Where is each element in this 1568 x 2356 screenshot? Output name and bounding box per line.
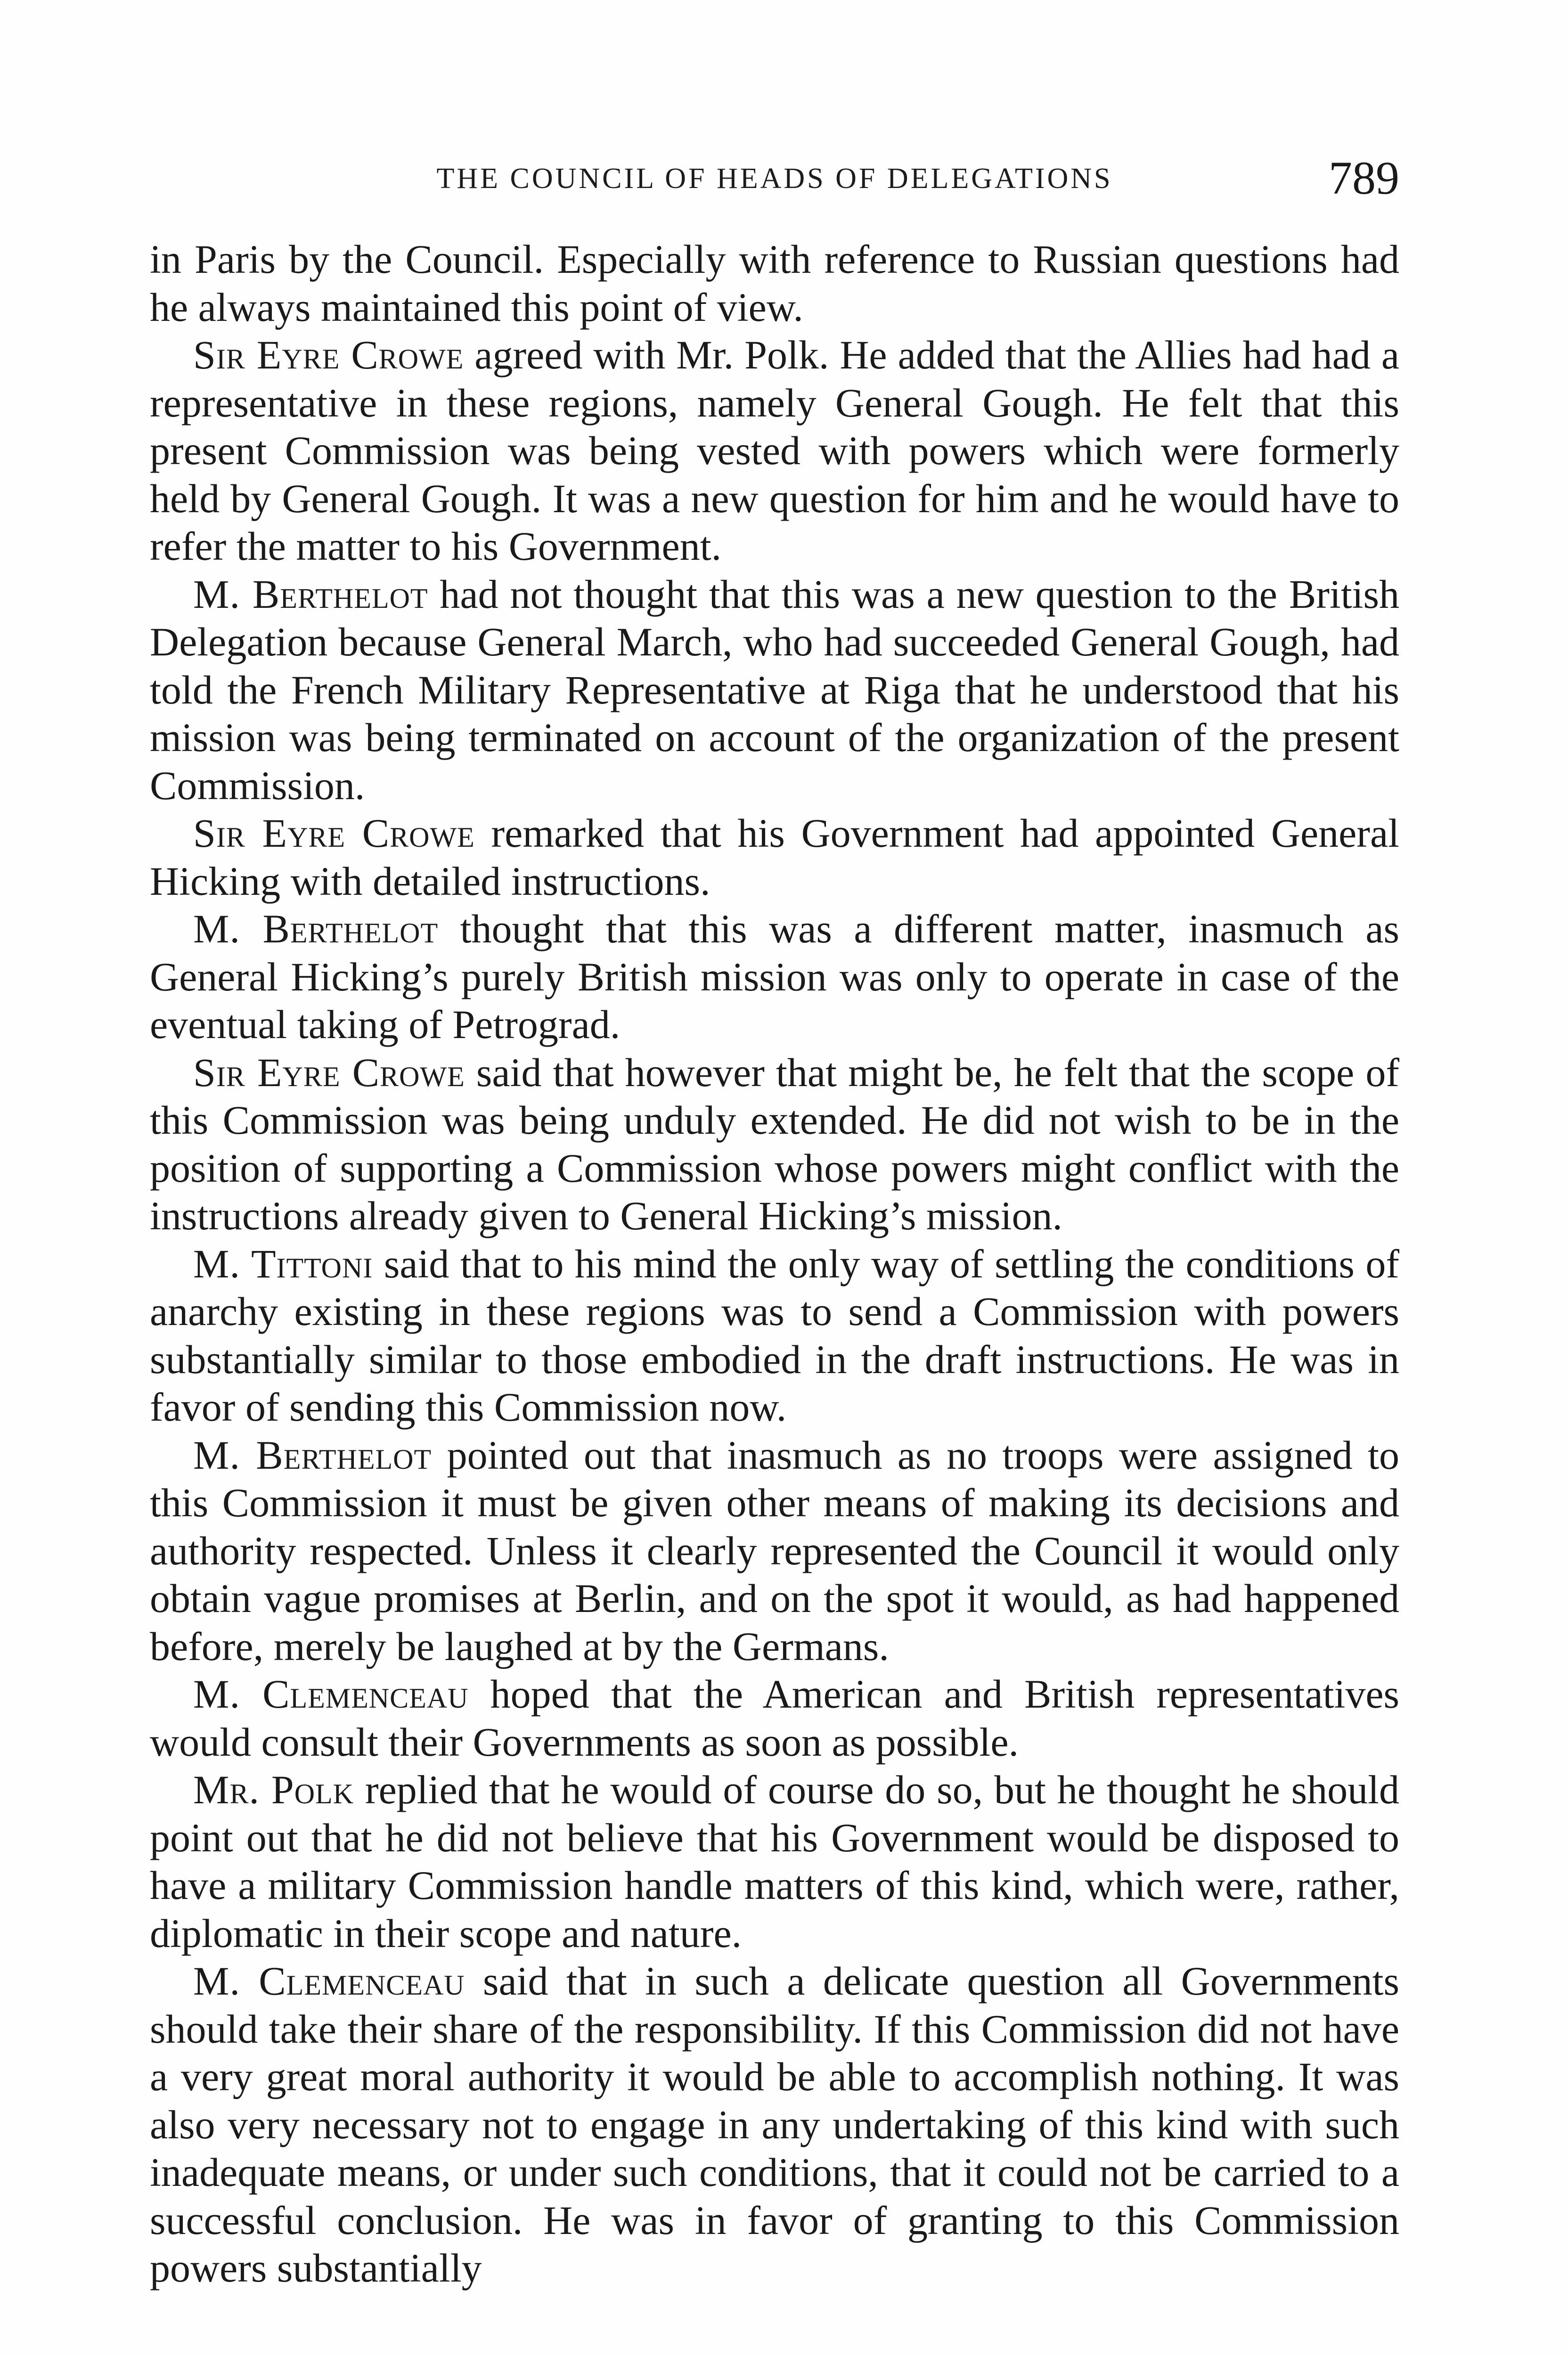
paragraph-text: replied that he would of course do so, but he thought he should point out that he did not believe that his Government would be disposed to have a military Commission handle matters of this kind, which were, rather, diplomatic in their scope and nature. (150, 1767, 1399, 1956)
paragraph-text: thought that this was a different matter, inasmuch as General Hicking’s purely British mission was only to operate in case of the eventual taking of Petrograd. (150, 906, 1399, 1047)
paragraph-text: said that in such a delicate question all Governments should take their share of the responsibility. If this Commission did not have a very great moral authority it would be able to accomplish nothing. It was also very necessary not to engage in any undertaking of this kind with such inadequate means, or under such conditions, that it could not be carried to a successful conclusion. He was in favor of granting to this Commission powers substantially (150, 1958, 1399, 2291)
speaker-name: Sir Eyre Crowe (193, 1049, 465, 1095)
paragraph-text: remarked that his Government had appointed General Hicking with detailed instructions. (150, 810, 1400, 904)
paragraph-text: said that however that might be, he felt that the scope of this Commission was being unduly extended. He did not wish to be in the position of supporting a Commission whose powers might conflict with the instructions already given to General Hicking’s mission. (150, 1049, 1399, 1238)
page-header (150, 151, 1399, 207)
speaker-name: M. Berthelot (193, 906, 439, 951)
speaker-name: M. Clemenceau (193, 1671, 469, 1717)
body-text (150, 236, 1399, 2292)
paragraph-text: agreed with Mr. Polk. He added that the Allies had had a representative in these regions, namely General Gough. He felt that this present Commission was being vested with powers which were formerly held by General Gough. It was a new question for him and he would have to refer the matter to his Government. (150, 332, 1399, 569)
speaker-name: M. Berthelot (193, 1432, 432, 1478)
speaker-name: Sir Eyre Crowe (193, 810, 475, 856)
page-number: 789 (1329, 152, 1399, 204)
paragraph (150, 236, 1399, 331)
paragraph (150, 1670, 1399, 1766)
paragraph-text: had not thought that this was a new question to the British Delegation because General March, who had succeeded General Gough, had told the French Military Representative at Riga that he understood that his mission was being terminated on account of the organization of the present Commission. (150, 571, 1399, 808)
paragraph (150, 905, 1399, 1049)
paragraph-text: said that to his mind the only way of settling the conditions of anarchy existing in these regions was to send a Commission with powers substantially similar to those embodied in the draft instructions. He was in favor of sending this Commission now. (150, 1241, 1399, 1430)
running-head: THE COUNCIL OF HEADS OF DELEGATIONS (436, 163, 1113, 195)
paragraph-text: pointed out that inasmuch as no troops were assigned to this Commission it must be given other means of making its decisions and authority respected. Unless it clearly represented the Council it would only obtain vague promises at Berlin, and on the spot it would, as had happened before, merely be laughed at by the Germans. (150, 1432, 1399, 1669)
speaker-name: M. Berthelot (193, 571, 428, 617)
paragraph-text: in Paris by the Council. Especially with reference to Russian questions had he always maintained this point of view. (150, 237, 1399, 330)
speaker-name: Mr. Polk (193, 1767, 354, 1812)
paragraph (150, 1766, 1399, 1957)
paragraph (150, 1432, 1399, 1671)
paragraph-text: hoped that the American and British representatives would consult their Governments as soon as possible. (150, 1671, 1399, 1765)
paragraph (150, 1957, 1399, 2292)
paragraph (150, 1049, 1399, 1240)
paragraph (150, 571, 1399, 810)
paragraph (150, 331, 1399, 571)
speaker-name: M. Tittoni (193, 1241, 373, 1286)
speaker-name: Sir Eyre Crowe (193, 332, 464, 377)
paragraph (150, 1240, 1399, 1432)
speaker-name: M. Clemenceau (193, 1958, 465, 2004)
paragraph (150, 810, 1399, 905)
